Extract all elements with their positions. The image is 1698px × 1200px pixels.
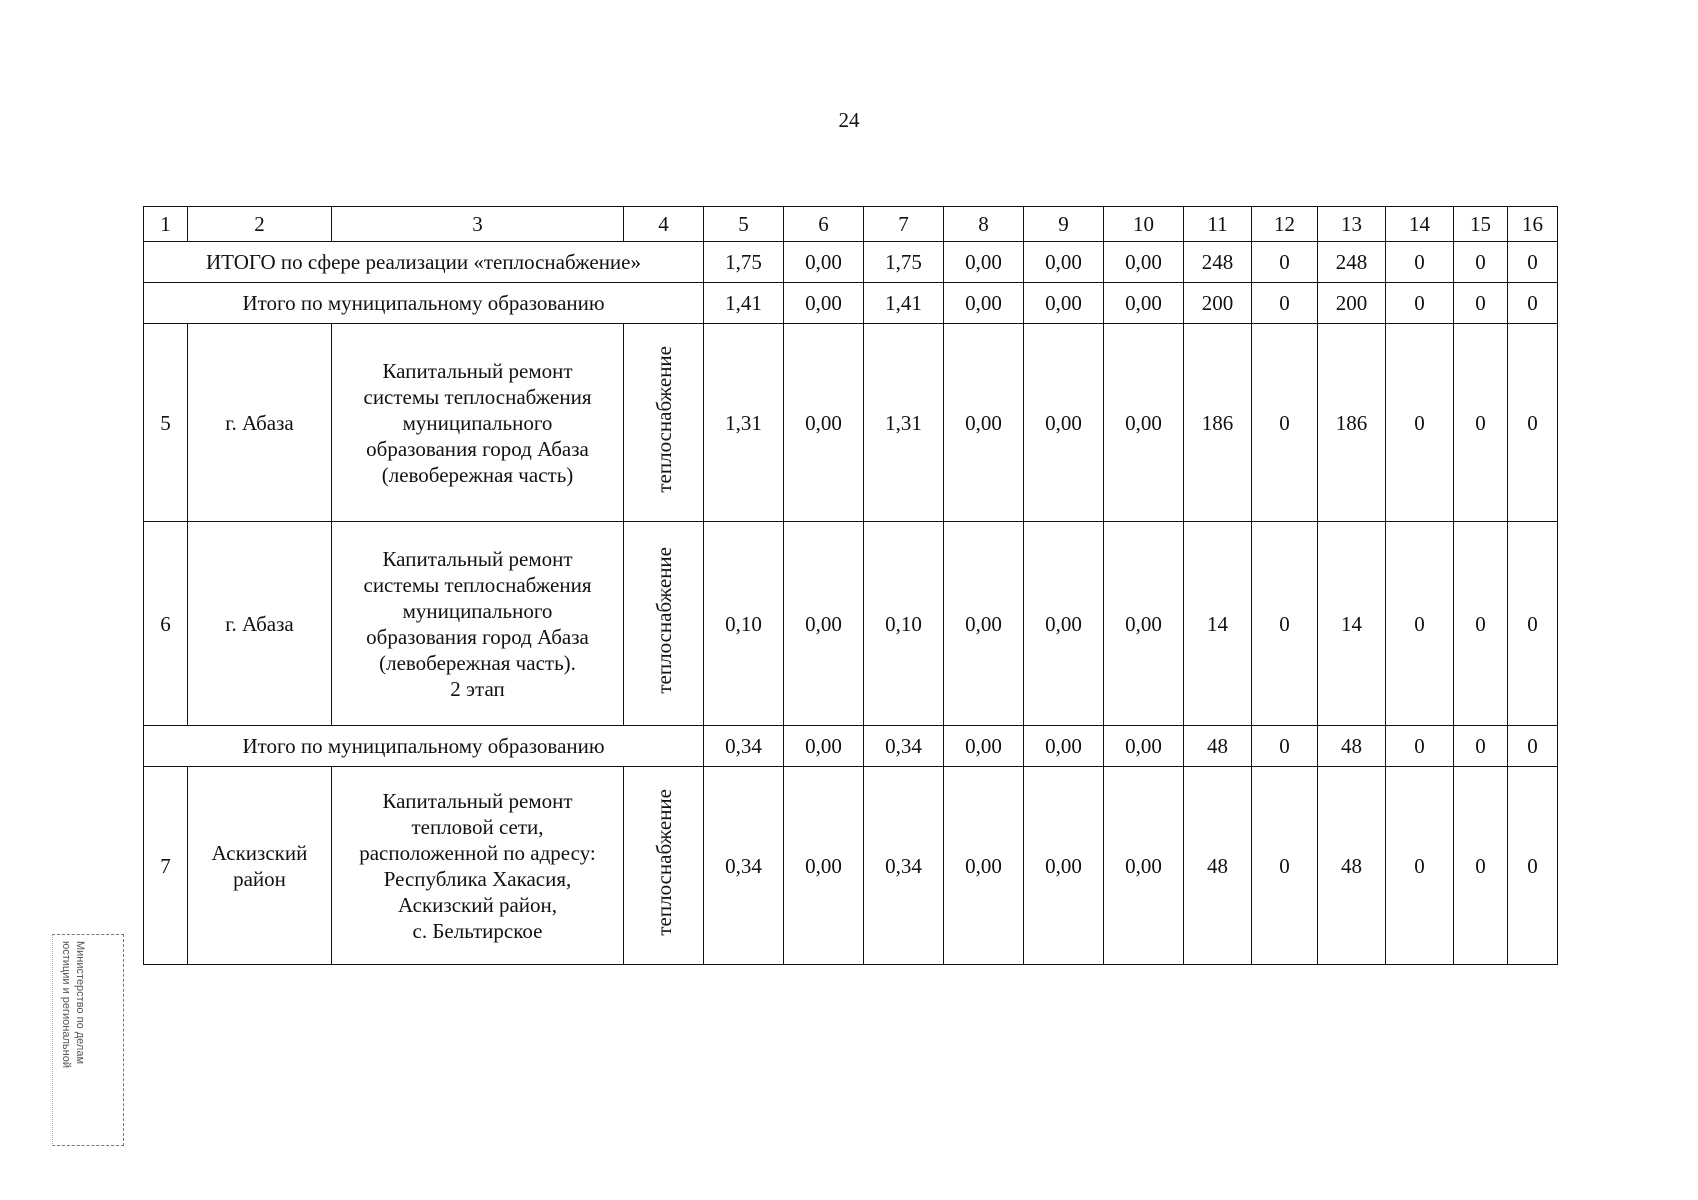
column-number-row: [144, 207, 1558, 242]
value-cell: 0: [1454, 324, 1508, 522]
value-cell: 0,00: [784, 324, 864, 522]
value-cell: 0,00: [1024, 522, 1104, 726]
project-name: Капитальный ремонт системы теплоснабжения муниципального образования город Абаза (левобережная часть): [332, 324, 624, 522]
registration-stamp: [52, 934, 124, 1146]
value-cell: 1,31: [704, 324, 784, 522]
value-cell: 0: [1252, 242, 1318, 283]
column-number: 1: [144, 207, 188, 242]
value-cell: 0,10: [864, 522, 944, 726]
value-cell: 48: [1184, 767, 1252, 965]
value-cell: 248: [1184, 242, 1252, 283]
value-cell: 0: [1386, 283, 1454, 324]
value-cell: 200: [1184, 283, 1252, 324]
value-cell: 0: [1386, 522, 1454, 726]
value-cell: 0: [1454, 283, 1508, 324]
value-cell: 0: [1508, 522, 1558, 726]
column-number: 4: [624, 207, 704, 242]
row-number: 7: [144, 767, 188, 965]
value-cell: 0,34: [704, 767, 784, 965]
row-number: 5: [144, 324, 188, 522]
value-cell: 0: [1252, 283, 1318, 324]
value-cell: 48: [1318, 767, 1386, 965]
value-cell: 0: [1386, 242, 1454, 283]
stamp-text: Министерство по делам юстиции и региональной: [60, 941, 86, 1068]
value-cell: 0: [1252, 324, 1318, 522]
value-cell: 200: [1318, 283, 1386, 324]
value-cell: 186: [1184, 324, 1252, 522]
value-cell: 1,41: [864, 283, 944, 324]
grand-total-label: ИТОГО по сфере реализации «теплоснабжение»: [144, 242, 704, 283]
value-cell: 0,00: [944, 522, 1024, 726]
value-cell: 0,34: [864, 726, 944, 767]
column-number: 16: [1508, 207, 1558, 242]
row-number: 6: [144, 522, 188, 726]
column-number: 7: [864, 207, 944, 242]
municipality-total-label: Итого по муниципальному образованию: [144, 283, 704, 324]
column-number: 6: [784, 207, 864, 242]
sphere-cell: [624, 522, 704, 726]
value-cell: 0,00: [1104, 767, 1184, 965]
sphere-label: теплоснабжение: [651, 547, 676, 694]
column-number: 10: [1104, 207, 1184, 242]
value-cell: 0,00: [944, 324, 1024, 522]
value-cell: 0,00: [944, 767, 1024, 965]
value-cell: 1,41: [704, 283, 784, 324]
value-cell: 0: [1252, 767, 1318, 965]
table-row: [144, 522, 1558, 726]
value-cell: 1,31: [864, 324, 944, 522]
value-cell: 0: [1386, 767, 1454, 965]
value-cell: 48: [1318, 726, 1386, 767]
value-cell: 0: [1386, 324, 1454, 522]
table-row: [144, 324, 1558, 522]
data-table: [143, 206, 1558, 965]
value-cell: 0,00: [944, 242, 1024, 283]
column-number: 2: [188, 207, 332, 242]
value-cell: 248: [1318, 242, 1386, 283]
value-cell: 14: [1318, 522, 1386, 726]
column-number: 8: [944, 207, 1024, 242]
municipality-total-label: Итого по муниципальному образованию: [144, 726, 704, 767]
column-number: 9: [1024, 207, 1104, 242]
value-cell: 0: [1454, 767, 1508, 965]
value-cell: 0: [1252, 726, 1318, 767]
value-cell: 0: [1508, 242, 1558, 283]
value-cell: 0,00: [944, 283, 1024, 324]
value-cell: 0,00: [784, 522, 864, 726]
value-cell: 0,00: [1104, 324, 1184, 522]
value-cell: 0,00: [1104, 283, 1184, 324]
value-cell: 0: [1454, 522, 1508, 726]
value-cell: 0: [1454, 726, 1508, 767]
grand-total-row: [144, 242, 1558, 283]
column-number: 15: [1454, 207, 1508, 242]
sphere-label: теплоснабжение: [651, 789, 676, 936]
page-number: 24: [838, 108, 860, 132]
sphere-cell: [624, 324, 704, 522]
value-cell: 0: [1508, 726, 1558, 767]
value-cell: 0: [1508, 283, 1558, 324]
value-cell: 0: [1454, 242, 1508, 283]
sphere-label: теплоснабжение: [651, 346, 676, 493]
column-number: 13: [1318, 207, 1386, 242]
column-number: 3: [332, 207, 624, 242]
table-row: [144, 767, 1558, 965]
value-cell: 0,10: [704, 522, 784, 726]
project-name: Капитальный ремонт системы теплоснабжения муниципального образования город Абаза (левобережная часть). 2 этап: [332, 522, 624, 726]
column-number: 14: [1386, 207, 1454, 242]
sphere-cell: [624, 767, 704, 965]
value-cell: 0,34: [864, 767, 944, 965]
value-cell: 0,00: [784, 283, 864, 324]
value-cell: 1,75: [704, 242, 784, 283]
value-cell: 0,34: [704, 726, 784, 767]
municipality-name: г. Абаза: [188, 324, 332, 522]
value-cell: 0,00: [1024, 726, 1104, 767]
value-cell: 14: [1184, 522, 1252, 726]
value-cell: 0,00: [1104, 726, 1184, 767]
value-cell: 0,00: [1104, 522, 1184, 726]
value-cell: 0: [1386, 726, 1454, 767]
value-cell: 1,75: [864, 242, 944, 283]
value-cell: 0,00: [784, 242, 864, 283]
project-name: Капитальный ремонт тепловой сети, расположенной по адресу: Республика Хакасия, Аскизский район, с. Бельтирское: [332, 767, 624, 965]
value-cell: 0,00: [1024, 324, 1104, 522]
column-number: 12: [1252, 207, 1318, 242]
municipality-name: г. Абаза: [188, 522, 332, 726]
value-cell: 48: [1184, 726, 1252, 767]
value-cell: 0: [1508, 767, 1558, 965]
value-cell: 0,00: [1024, 767, 1104, 965]
value-cell: 0: [1508, 324, 1558, 522]
municipality-total-row: [144, 726, 1558, 767]
value-cell: 0: [1252, 522, 1318, 726]
municipality-name: Аскизский район: [188, 767, 332, 965]
column-number: 5: [704, 207, 784, 242]
value-cell: 0,00: [1104, 242, 1184, 283]
value-cell: 0,00: [1024, 242, 1104, 283]
value-cell: 186: [1318, 324, 1386, 522]
municipality-total-row: [144, 283, 1558, 324]
value-cell: 0,00: [784, 726, 864, 767]
value-cell: 0,00: [944, 726, 1024, 767]
value-cell: 0,00: [784, 767, 864, 965]
value-cell: 0,00: [1024, 283, 1104, 324]
column-number: 11: [1184, 207, 1252, 242]
